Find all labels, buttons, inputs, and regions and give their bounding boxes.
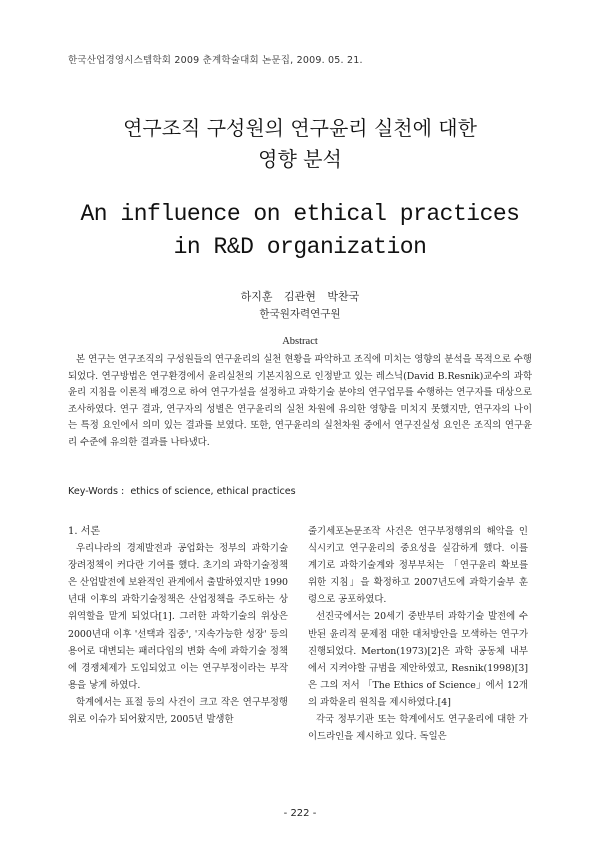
paragraph: 각국 정부기관 또는 학계에서도 연구윤리에 대한 가이드라인을 제시하고 있다. 독일은 bbox=[308, 714, 528, 743]
paragraph: 선진국에서는 20세기 중반부터 과학기술 발전에 수반된 윤리적 문제점 대한 대처방안을 모색하는 연구가 진행되었다. Merton(1973)[2]은 과학 공동체 내부에서 지켜야할 규범을 제안하였고, Resnik(1998)[3]은 그의 저서 「The Ethics of Science」에서 12개의 과학윤리 원칙을 제시하였다.[4] bbox=[308, 611, 528, 708]
body-column-left bbox=[68, 523, 288, 728]
korean-title-line-2: 영향 분석 bbox=[258, 147, 342, 171]
page-number: - 222 - bbox=[283, 808, 317, 819]
author-affiliation: 한국원자력연구원 bbox=[259, 308, 341, 320]
keywords-line bbox=[68, 486, 296, 497]
author-names: 하지훈 김관현 박찬국 bbox=[240, 290, 360, 303]
korean-title-line-1: 연구조직 구성원의 연구윤리 실천에 대한 bbox=[123, 116, 477, 140]
english-title-line-2: in R&D organization bbox=[173, 234, 427, 260]
english-title-line-1: An influence on ethical practices bbox=[80, 201, 520, 227]
abstract-body: 본 연구는 연구조직의 구성원들의 연구윤리의 실천 현황을 파악하고 조직에 미치는 영향의 분석을 목적으로 수행되었다. 연구방법은 연구환경에서 윤리실천의 기본지침으로 인정받고 있는 레스닉(David B.Resnik)교수의 과학윤리 지침을 이론적 배경으로 하여 연구가설을 설정하고 과학기술 분야의 연구업무를 수행하는 연구자를 대상으로 조사하였다. 연구 결과, 연구자의 성별은 연구윤리의 실천 차원에 유의한 영향을 미치지 못했지만, 연구자의 나이는 특정 요인에서 의미 있는 결과를 보였다. 또한, 연구윤리의 실천차원 중에서 연구진실성 요인은 조직의 연구윤리 수준에 유의한 결과를 나타냈다. bbox=[68, 354, 532, 448]
keywords-value: ethics of science, ethical practices bbox=[130, 486, 296, 497]
body-column-right bbox=[308, 523, 528, 745]
abstract-heading: Abstract bbox=[282, 336, 318, 347]
paragraph: 우리나라의 경제발전과 공업화는 정부의 과학기술 장려정책이 커다란 기여를 했다. 초기의 과학기술정책은 산업발전에 보완적인 관계에서 출발하였지만 1990년대 이후의 과학기술정책은 산업정책을 주도하는 상위역할을 맡게 되었다[1]. 그러한 과학기술의 위상은 2000년대 이후 '선택과 집중', '지속가능한 성장' 등의 용어로 대변되는 패러다임의 변화 속에 과학기술 정책에 경쟁체제가 도입되었고 이는 연구부정이라는 부작용을 낳게 하였다. bbox=[68, 543, 288, 691]
running-head: 한국산업경영시스템학회 2009 춘계학술대회 논문집, 2009. 05. 21. bbox=[68, 55, 363, 66]
keywords-label: Key-Words : bbox=[68, 486, 125, 497]
section-heading: 1. 서론 bbox=[68, 526, 101, 537]
paragraph: 학계에서는 표절 등의 사건이 크고 작은 연구부정행위로 이슈가 되어왔지만, 2005년 발생한 bbox=[68, 696, 288, 726]
paragraph: 줄기세포논문조작 사건은 연구부정행위의 해악을 인식시키고 연구윤리의 중요성을 실감하게 했다. 이를 계기로 과학기술계와 정부부처는 「연구윤리 확보를 위한 지침」을 확정하고 2007년도에 과학기술부 훈령으로 공포하였다. bbox=[308, 526, 528, 606]
abstract-block bbox=[68, 352, 532, 452]
